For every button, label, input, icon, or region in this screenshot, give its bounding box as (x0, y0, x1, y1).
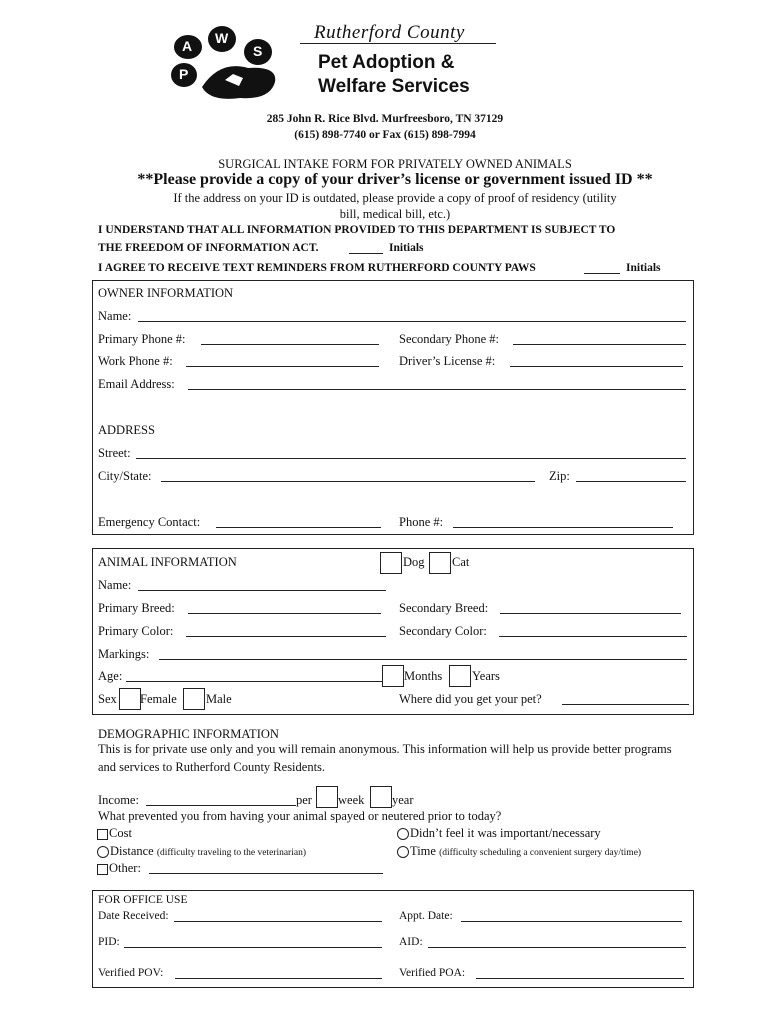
appt-date-field[interactable] (461, 921, 682, 922)
male-checkbox[interactable] (183, 688, 205, 710)
secondary-breed-field[interactable] (500, 613, 681, 614)
year-checkbox[interactable] (370, 786, 392, 808)
primary-phone-label: Primary Phone #: (98, 332, 186, 346)
months-label: Months (404, 669, 443, 683)
time-radio[interactable] (397, 846, 409, 858)
appt-date-label: Appt. Date: (399, 910, 453, 922)
logo (170, 22, 290, 102)
secondary-color-field[interactable] (499, 636, 687, 637)
time-option (410, 844, 641, 859)
secondary-breed-label: Secondary Breed: (399, 601, 489, 615)
aid-field[interactable] (428, 947, 686, 948)
office-heading: FOR OFFICE USE (98, 894, 188, 906)
pet-origin-label: Where did you get your pet? (399, 692, 542, 706)
paw-logo-icon (170, 22, 290, 102)
text-reminder-agreement: I AGREE TO RECEIVE TEXT REMINDERS FROM RUTHERFORD COUNTY PAWS (98, 262, 536, 274)
distance-option (110, 844, 306, 859)
other-label: Other: (109, 861, 141, 875)
primary-breed-label: Primary Breed: (98, 601, 175, 615)
animal-name-field[interactable] (138, 590, 386, 591)
secondary-phone-label: Secondary Phone #: (399, 332, 499, 346)
week-checkbox[interactable] (316, 786, 338, 808)
female-label: Female (140, 692, 177, 706)
animal-name-label: Name: (98, 578, 132, 592)
email-field[interactable] (188, 389, 686, 390)
demographic-description-2: and services to Rutherford County Residents. (98, 760, 326, 774)
city-state-field[interactable] (161, 481, 535, 482)
emergency-phone-field[interactable] (453, 527, 673, 528)
verified-poa-field[interactable] (476, 978, 684, 979)
cat-checkbox[interactable] (429, 552, 451, 574)
zip-label: Zip: (549, 469, 570, 483)
time-label: Time (410, 844, 436, 858)
cost-label: Cost (109, 826, 132, 840)
work-phone-field[interactable] (186, 366, 379, 367)
drivers-license-label: Driver’s License #: (399, 354, 496, 368)
distance-label: Distance (110, 844, 154, 858)
time-note: (difficulty scheduling a convenient surgery day/time) (439, 848, 642, 858)
foia-initials-label: Initials (389, 242, 424, 254)
demographic-heading: DEMOGRAPHIC INFORMATION (98, 727, 279, 741)
drivers-license-field[interactable] (510, 366, 683, 367)
age-field[interactable] (126, 681, 382, 682)
primary-phone-field[interactable] (201, 344, 379, 345)
org-name-line2: Welfare Services (318, 76, 470, 97)
years-checkbox[interactable] (449, 665, 471, 687)
county-name: Rutherford County (314, 22, 465, 43)
income-label: Income: (98, 793, 139, 807)
text-initials-field[interactable] (584, 273, 620, 274)
years-label: Years (472, 669, 500, 683)
important-label: Didn’t feel it was important/necessary (410, 826, 601, 840)
date-received-label: Date Received: (98, 910, 169, 922)
dog-checkbox[interactable] (380, 552, 402, 574)
form-title: SURGICAL INTAKE FORM FOR PRIVATELY OWNED ANIMALS (218, 157, 572, 171)
other-checkbox[interactable] (97, 864, 108, 875)
emergency-phone-label: Phone #: (399, 515, 444, 529)
female-checkbox[interactable] (119, 688, 141, 710)
animal-heading: ANIMAL INFORMATION (98, 555, 237, 569)
distance-note: (difficulty traveling to the veterinarian) (156, 848, 306, 858)
markings-field[interactable] (159, 659, 687, 660)
residency-note-2: bill, medical bill, etc.) (339, 207, 451, 221)
id-notice: **Please provide a copy of your driver’s license or government issued ID ** (137, 171, 653, 188)
city-state-label: City/State: (98, 469, 152, 483)
verified-poa-label: Verified POA: (399, 967, 466, 979)
secondary-color-label: Secondary Color: (399, 624, 487, 638)
year-label: year (392, 793, 414, 807)
secondary-phone-field[interactable] (513, 344, 686, 345)
logo-letter-p: P (179, 66, 189, 82)
logo-letter-a: A (182, 38, 193, 54)
dog-label: Dog (403, 555, 425, 569)
owner-name-field[interactable] (138, 321, 686, 322)
foia-statement-2: THE FREEDOM OF INFORMATION ACT. (98, 242, 319, 254)
primary-breed-field[interactable] (188, 613, 381, 614)
aid-label: AID: (399, 936, 423, 948)
primary-color-label: Primary Color: (98, 624, 174, 638)
owner-name-label: Name: (98, 309, 132, 323)
logo-letter-s: S (253, 43, 263, 59)
age-label: Age: (98, 669, 123, 683)
owner-section (92, 280, 694, 535)
email-label: Email Address: (98, 377, 175, 391)
residency-note-1: If the address on your ID is outdated, please provide a copy of proof of residency (utility (173, 191, 617, 205)
pid-label: PID: (98, 936, 120, 948)
org-name-line1: Pet Adoption & (318, 52, 455, 73)
foia-initials-field[interactable] (349, 253, 383, 254)
pet-origin-field[interactable] (562, 704, 689, 705)
verified-pov-field[interactable] (175, 978, 382, 979)
address-heading: ADDRESS (98, 423, 155, 437)
foia-statement-1: I UNDERSTAND THAT ALL INFORMATION PROVIDED TO THIS DEPARTMENT IS SUBJECT TO (98, 224, 616, 236)
distance-radio[interactable] (97, 846, 109, 858)
cat-label: Cat (452, 555, 470, 569)
street-field[interactable] (136, 458, 686, 459)
org-phone: (615) 898-7740 or Fax (615) 898-7994 (294, 129, 476, 141)
county-underline (300, 43, 496, 44)
week-label: week (338, 793, 365, 807)
zip-field[interactable] (576, 481, 686, 482)
income-field[interactable] (146, 805, 296, 806)
primary-color-field[interactable] (186, 636, 386, 637)
pid-field[interactable] (124, 947, 382, 948)
demographic-description-1: This is for private use only and you will remain anonymous. This information will help us provide better programs (98, 742, 672, 756)
owner-heading: OWNER INFORMATION (98, 286, 234, 300)
logo-letter-w: W (215, 30, 229, 46)
date-received-field[interactable] (174, 921, 382, 922)
cost-checkbox[interactable] (97, 829, 108, 840)
months-checkbox[interactable] (382, 665, 404, 687)
work-phone-label: Work Phone #: (98, 354, 173, 368)
important-radio[interactable] (397, 828, 409, 840)
emergency-contact-field[interactable] (216, 527, 381, 528)
sex-label: Sex (98, 692, 117, 706)
other-field[interactable] (149, 873, 383, 874)
markings-label: Markings: (98, 647, 150, 661)
male-label: Male (206, 692, 232, 706)
street-label: Street: (98, 446, 131, 460)
spay-neuter-question: What prevented you from having your animal spayed or neutered prior to today? (98, 809, 502, 823)
per-label: per (296, 793, 312, 807)
org-address: 285 John R. Rice Blvd. Murfreesboro, TN 37129 (266, 113, 504, 125)
verified-pov-label: Verified POV: (98, 967, 164, 979)
text-initials-label: Initials (626, 262, 661, 274)
emergency-contact-label: Emergency Contact: (98, 515, 201, 529)
